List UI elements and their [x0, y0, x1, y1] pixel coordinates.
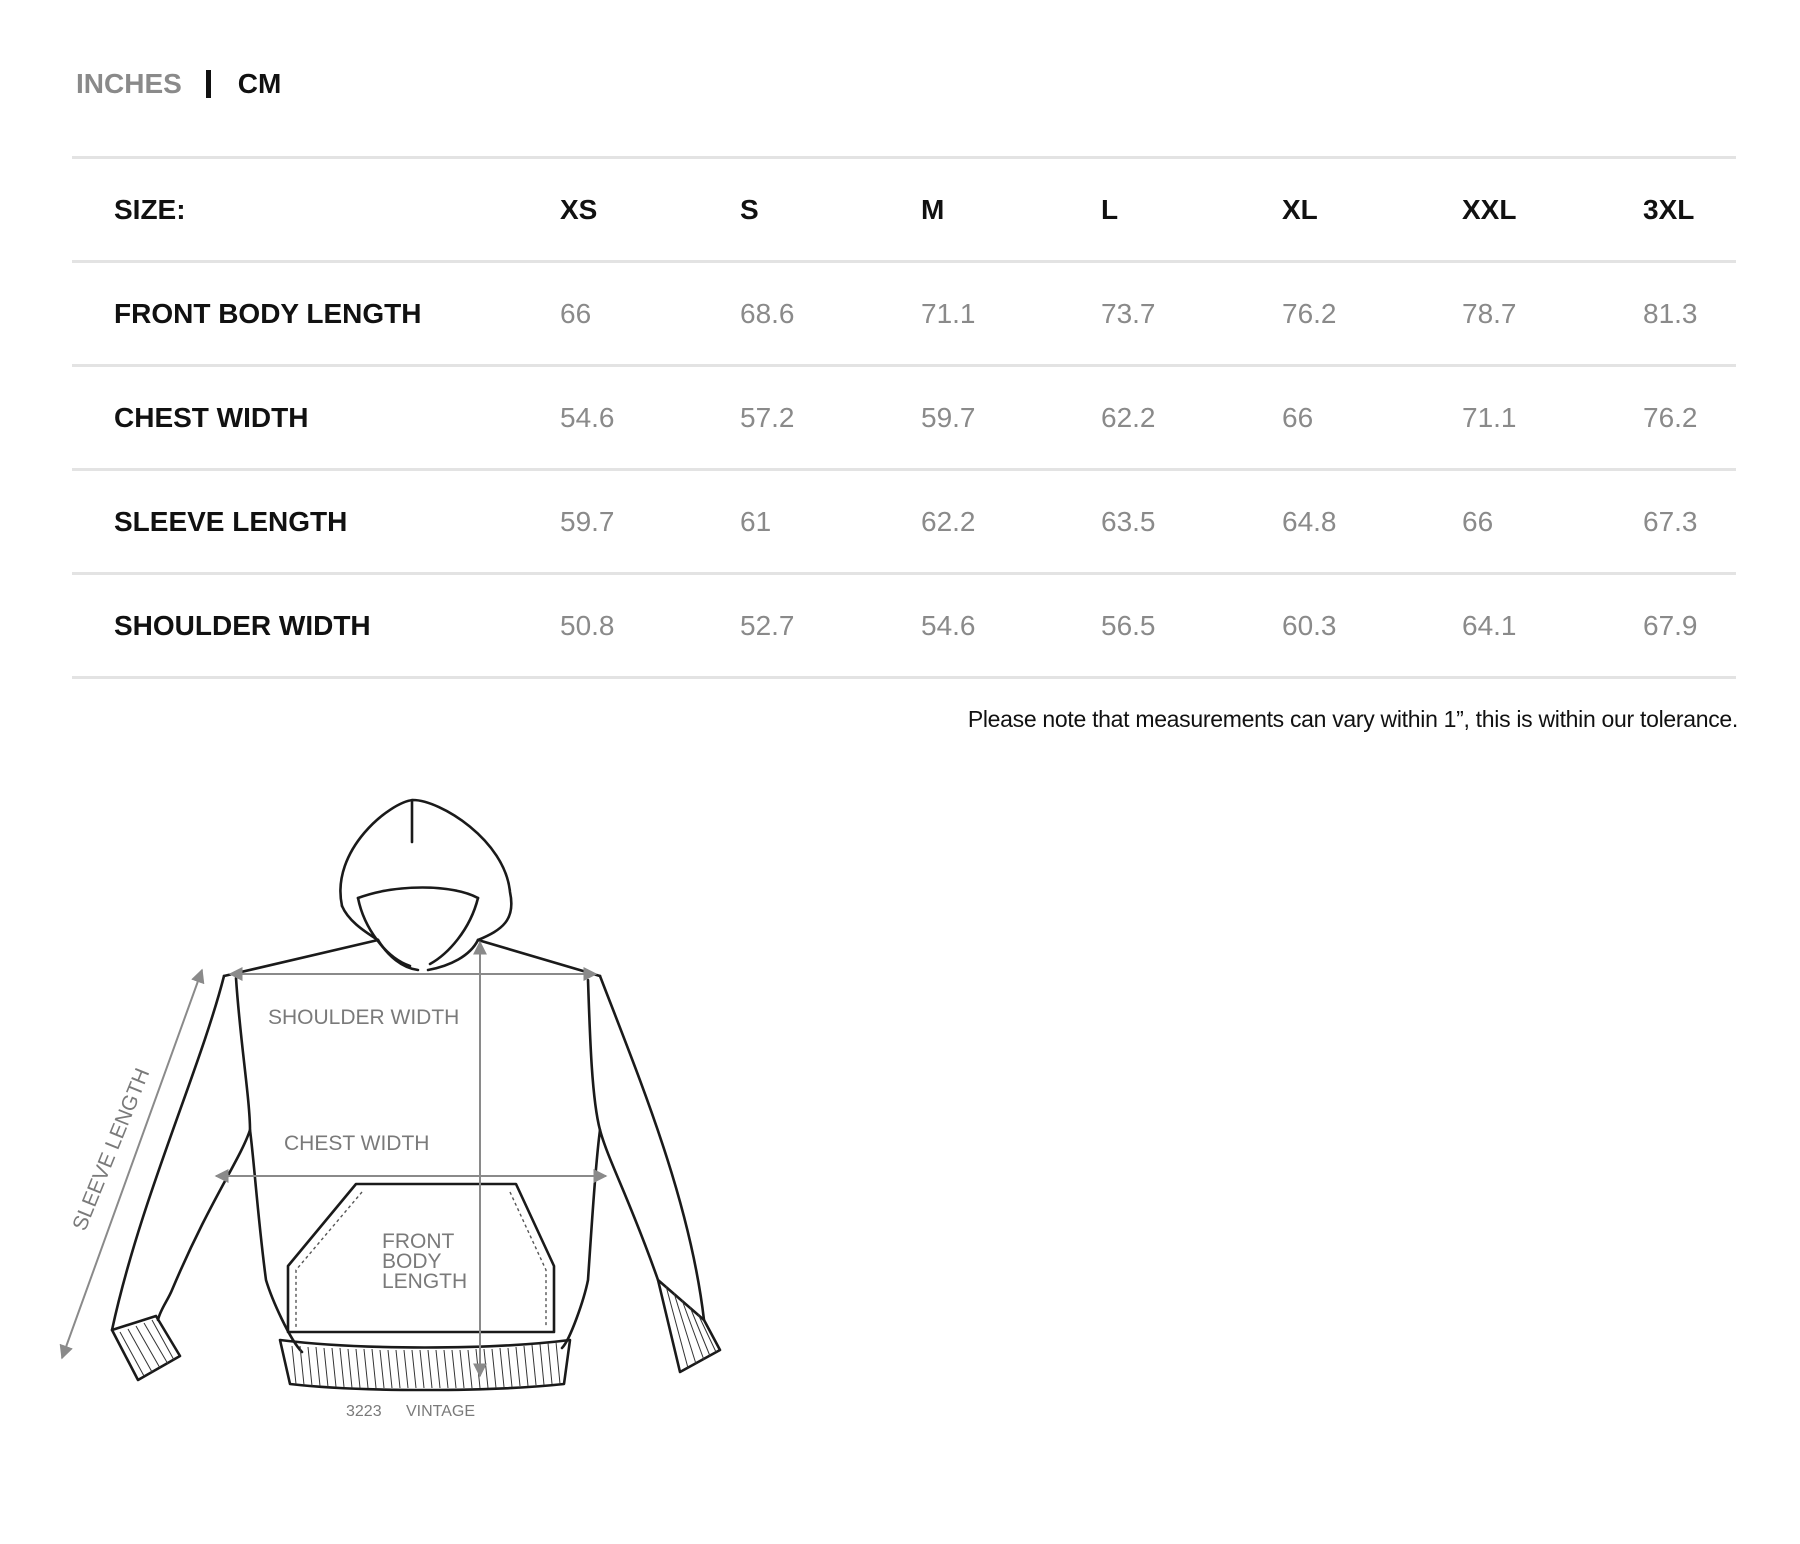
hoodie-outline	[112, 800, 720, 1390]
unit-cm-option[interactable]: CM	[237, 68, 282, 99]
row-label: CHEST WIDTH	[114, 402, 309, 433]
unit-toggle	[76, 64, 281, 104]
left-body-side	[250, 1130, 302, 1352]
measurement-cell: 73.7	[1101, 298, 1156, 329]
size-column-header: XL	[1282, 194, 1318, 225]
right-sleeve-inner	[588, 980, 658, 1280]
row-label: FRONT BODY LENGTH	[114, 298, 422, 329]
measurement-cell: 52.7	[740, 610, 795, 641]
measurement-cell: 62.2	[1101, 402, 1156, 433]
hood-opening	[358, 888, 478, 899]
size-column-header: S	[740, 194, 759, 225]
measurement-cell: 81.3	[1643, 298, 1698, 329]
body-length-label-line-2: BODY	[382, 1250, 442, 1273]
measurement-cell: 59.7	[921, 402, 976, 433]
sleeve-length-arrow	[62, 970, 202, 1358]
right-sleeve-outer	[600, 976, 704, 1320]
row-label: SLEEVE LENGTH	[114, 506, 348, 537]
waistband	[280, 1340, 570, 1390]
body-length-label-line-3: LENGTH	[382, 1270, 468, 1293]
sleeve-length-label: SLEEVE LENGTH	[68, 1065, 155, 1234]
measurement-cell: 60.3	[1282, 610, 1337, 641]
row-label: SHOULDER WIDTH	[114, 610, 371, 641]
left-sleeve-outer	[112, 976, 224, 1330]
table-header-row	[72, 156, 1736, 260]
measurement-cell: 66	[1282, 402, 1314, 433]
measurement-cell: 68.6	[740, 298, 795, 329]
measurement-cell: 76.2	[1643, 402, 1698, 433]
measurement-cell: 63.5	[1101, 506, 1156, 537]
measurement-cell: 54.6	[921, 610, 976, 641]
shoulder-width-label: SHOULDER WIDTH	[268, 1006, 460, 1029]
tolerance-note: Please note that measurements can vary within 1”, this is within our tolerance.	[967, 706, 1738, 732]
measurement-cell: 71.1	[1462, 402, 1517, 433]
size-header-label: SIZE:	[114, 194, 186, 225]
table-row-front-body-length	[72, 260, 1736, 364]
size-column-header: XS	[560, 194, 598, 225]
size-column-header: L	[1101, 194, 1119, 225]
style-name-caption: VINTAGE	[406, 1403, 476, 1420]
size-column-header: XXL	[1462, 194, 1517, 225]
hood-bottom-left	[378, 940, 418, 970]
measurement-cell: 50.8	[560, 610, 615, 641]
table-row-shoulder-width	[72, 572, 1736, 679]
measurement-cell: 56.5	[1101, 610, 1156, 641]
hoodie-measurement-diagram	[40, 780, 760, 1440]
measurement-cell: 66	[1462, 506, 1494, 537]
right-cuff	[658, 1280, 720, 1372]
left-sleeve-inner	[158, 978, 250, 1320]
table-row-sleeve-length	[72, 468, 1736, 572]
measurement-cell: 67.9	[1643, 610, 1698, 641]
right-shoulder	[478, 940, 600, 976]
measurement-cell: 67.3	[1643, 506, 1698, 537]
size-column-header: 3XL	[1643, 194, 1695, 225]
measurement-cell: 59.7	[560, 506, 615, 537]
measurement-cell: 64.1	[1462, 610, 1517, 641]
measurement-cell: 71.1	[921, 298, 976, 329]
measurement-cell: 62.2	[921, 506, 976, 537]
unit-separator	[206, 70, 211, 98]
measurement-cell: 64.8	[1282, 506, 1337, 537]
size-chart-table	[72, 156, 1736, 679]
measurement-cell: 54.6	[560, 402, 615, 433]
size-column-header: M	[921, 194, 945, 225]
left-shoulder	[224, 940, 378, 976]
measurement-cell: 66	[560, 298, 592, 329]
measurement-cell: 78.7	[1462, 298, 1517, 329]
hood-inner-right	[430, 898, 478, 964]
chest-width-label: CHEST WIDTH	[284, 1132, 430, 1155]
right-body-side	[562, 1130, 600, 1348]
ribbing-lines	[120, 1286, 716, 1388]
unit-inches-option[interactable]: INCHES	[76, 68, 182, 99]
body-length-label-line-1: FRONT	[382, 1230, 455, 1253]
measurement-cell: 61	[740, 506, 772, 537]
measurement-cell: 76.2	[1282, 298, 1337, 329]
table-row-chest-width	[72, 364, 1736, 468]
measurement-cell: 57.2	[740, 402, 795, 433]
style-code-caption: 3223	[346, 1403, 382, 1420]
